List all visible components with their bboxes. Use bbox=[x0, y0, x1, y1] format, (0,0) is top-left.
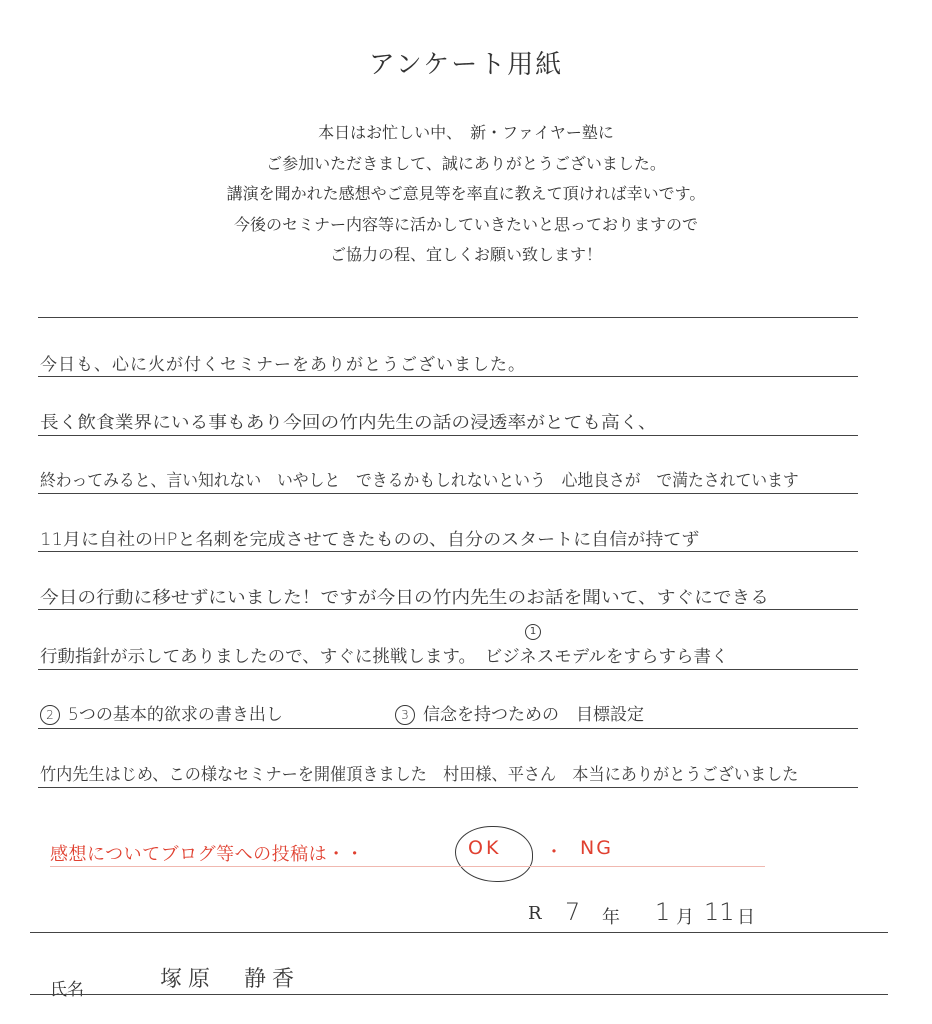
marker-3-icon: 3 bbox=[395, 705, 415, 725]
writing-line bbox=[38, 435, 858, 436]
blog-question bbox=[50, 840, 364, 866]
response-line-7b bbox=[395, 700, 644, 725]
date-line bbox=[30, 932, 888, 933]
response-line-5: 今日の行動に移せずにいました！ですが今日の竹内先生のお話を聞いて、すぐにできる bbox=[40, 588, 769, 608]
response-line-2: 長く飲食業界にいる事もあり今回の竹内先生の話の浸透率がとても高く、 bbox=[40, 413, 657, 433]
date-year-unit: 年 bbox=[602, 907, 620, 928]
writing-line bbox=[38, 669, 858, 670]
date-month bbox=[655, 898, 670, 926]
name-line bbox=[30, 994, 888, 995]
name-label: 氏名 bbox=[50, 980, 84, 1000]
intro-line: 本日はお忙しい中、 新・ファイヤー塾に bbox=[318, 123, 614, 142]
writing-line bbox=[38, 493, 858, 494]
writing-line bbox=[38, 787, 858, 788]
intro-line: ご参加いただきまして、誠にありがとうございました。 bbox=[266, 153, 666, 173]
blog-option-ng: NG bbox=[580, 837, 613, 859]
blog-question-text: 感想についてブログ等への投稿は・・ bbox=[50, 844, 365, 865]
date-month-unit: 月 bbox=[676, 907, 694, 928]
response-item-3: 信念を持つための 目標設定 bbox=[423, 705, 644, 725]
writing-line bbox=[38, 551, 858, 552]
blog-option-ok: OK bbox=[468, 837, 502, 859]
response-line-6: 行動指針が示してありましたので、すぐに挑戦します。 ビジネスモデルをすらすら書く bbox=[40, 647, 729, 667]
intro-line: 講演を聞かれた感想やご意見等を率直に教えて頂ければ幸いです。 bbox=[226, 184, 706, 203]
name-value: 塚原 静香 bbox=[160, 967, 301, 992]
writing-line bbox=[38, 609, 858, 610]
response-line-1: 今日も、心に火が付くセミナーをありがとうございました。 bbox=[40, 355, 526, 375]
writing-line bbox=[38, 317, 858, 318]
date-month-value: 1 bbox=[655, 898, 671, 926]
response-line-8: 竹内先生はじめ、この様なセミナーを開催頂きました 村田様、平さん 本当にありがとうございました bbox=[40, 765, 799, 785]
date-year-value: 7 bbox=[565, 898, 581, 926]
writing-line bbox=[38, 376, 858, 377]
writing-line bbox=[38, 728, 858, 729]
date-day-unit: 日 bbox=[737, 907, 755, 928]
date-year bbox=[565, 898, 580, 926]
page-title: アンケート用紙 bbox=[368, 50, 564, 80]
response-item-2: 5つの基本的欲求の書き出し bbox=[68, 705, 283, 725]
date-day bbox=[704, 898, 735, 926]
blog-underline bbox=[50, 866, 765, 867]
response-line-7 bbox=[40, 700, 283, 725]
marker-1-icon: 1 bbox=[525, 624, 541, 640]
intro-text bbox=[0, 118, 932, 271]
blog-option-separator: ・ bbox=[545, 842, 563, 863]
intro-line: 今後のセミナー内容等に活かしていきたいと思っておりますので bbox=[233, 214, 698, 234]
intro-line: ご協力の程、宜しくお願い致します！ bbox=[329, 245, 602, 264]
response-line-3: 終わってみると、言い知れない いやしと できるかもしれないという 心地良さが で満たされています bbox=[40, 471, 799, 491]
marker-2-icon: 2 bbox=[40, 705, 60, 725]
date-day-value: 11 bbox=[704, 898, 735, 926]
response-line-4: 11月に自社のHPと名刺を完成させてきたものの、自分のスタートに自信が持てず bbox=[40, 530, 700, 550]
date-era: R bbox=[528, 903, 542, 924]
